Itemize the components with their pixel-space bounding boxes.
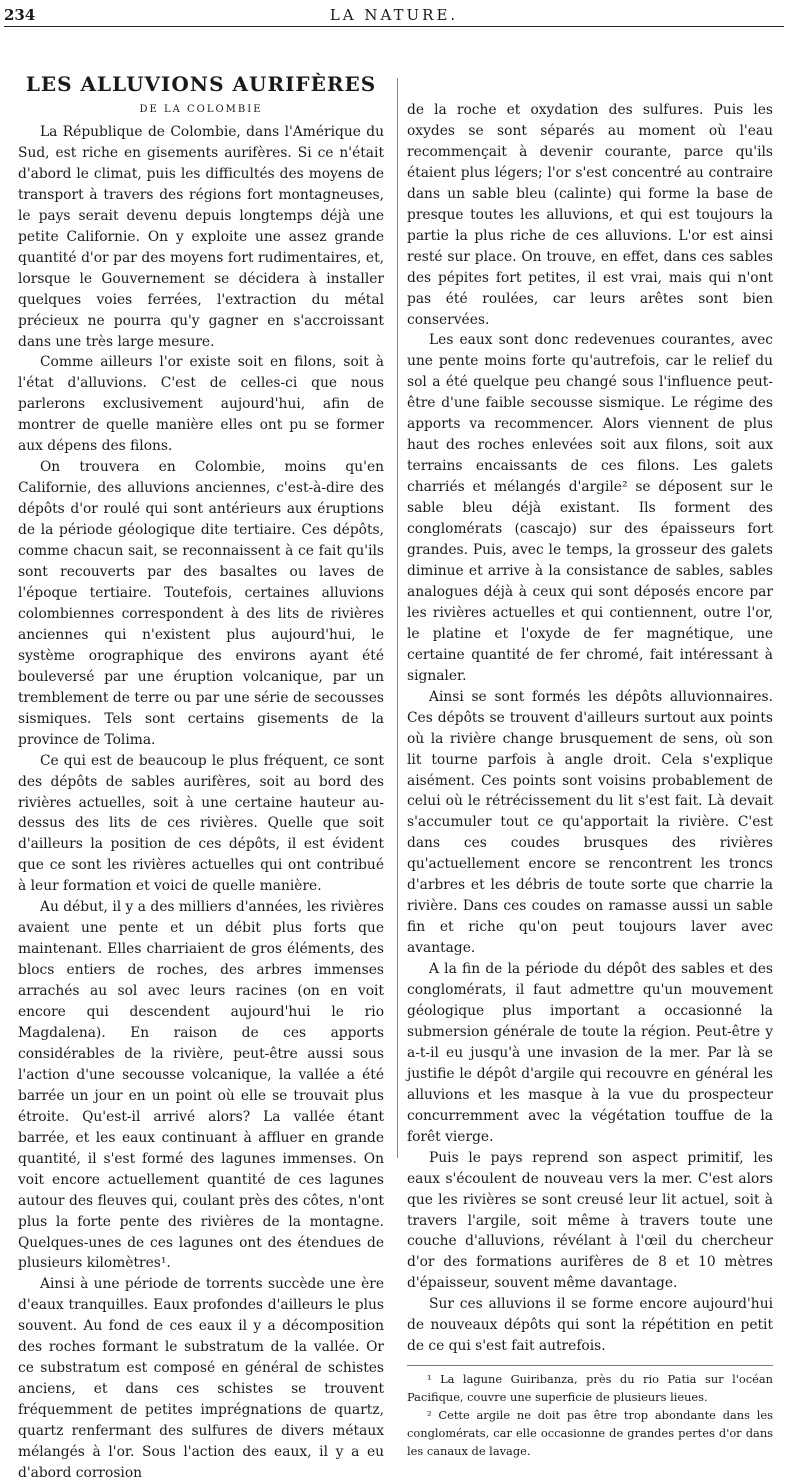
column-divider xyxy=(397,78,398,1158)
footnotes xyxy=(407,1365,773,1460)
footnote: ¹ La lagune Guiribanza, près du rio Patia sur l'océan Pacifique, couvre une superficie de plusieurs lieues. xyxy=(407,1372,773,1405)
paragraph: A la fin de la période du dépôt des sables et des conglomérats, il faut admettre qu'un mouvement géologique plus important a occasionné la submersion générale de toute la région. Peut-être y a-t-il eu jusqu'à une invasion de la mer. Par là se justifie le dépôt d'argile qui recouvre en général les alluvions et les masque à la vue du prospecteur concurremment avec la végétation touffue de la forêt vierge. xyxy=(407,961,773,1145)
paragraph: Les eaux sont donc redevenues courantes, avec une pente moins forte qu'autrefois, car le relief du sol a été quelque peu changé sous l'influence peut-être d'une faible secousse sismique. Le régime des apports va recommencer. Alors viennent de plus haut des roches enlevées soit aux filons, soit aux terrains encaissants de ces filons. Les galets charriés et mélangés d'argile² se déposent sur le sable bleu déjà existant. Ils forment des conglomérats (cascajo) sur des épaisseurs fort grandes. Puis, avec le temps, la grosseur des galets diminue et arrive à la consistance de sables, sables analogues déjà à ceux qui sont déposés encore par les rivières actuelles et qui contiennent, outre l'or, le platine et l'oxyde de fer magnétique, une certaine quantité de fer chromé, fait intéressant à signaler. xyxy=(407,332,773,684)
article-title: LES ALLUVIONS AURIFÈRES xyxy=(25,72,377,96)
paragraph: Sur ces alluvions il se forme encore aujourd'hui de nouveaux dépôts qui sont la répétition en petit de ce qui s'est fait autrefois. xyxy=(407,1296,773,1355)
footnote: ² Cette argile ne doit pas être trop abondante dans les conglomérats, car elle occasionne de grandes pertes d'or dans les canaux de lavage. xyxy=(407,1408,773,1459)
article-subtitle: DE LA COLOMBIE xyxy=(139,104,263,115)
paragraph: Puis le pays reprend son aspect primitif, les eaux s'écoulent de nouveau vers la mer. C'est alors que les rivières se sont creusé leur lit actuel, soit à travers l'argile, soit même à travers toute une couche d'alluvions, révélant à l'œil du chercheur d'or des formations aurifères de 8 et 10 mètres d'épaisseur, souvent même davantage. xyxy=(407,1149,773,1292)
left-column xyxy=(18,122,384,1484)
page-header xyxy=(0,0,788,30)
paragraph: La République de Colombie, dans l'Amérique du Sud, est riche en gisements aurifères. Si ce n'était d'abord le climat, puis les difficultés des moyens de transport à travers des régions fort montagneuses, le pays serait devenu depuis longtemps déjà une petite Californie. On y exploite une assez grande quantité d'or par des moyens fort rudimentaires, et, lorsque le Gouvernement se décidera à installer quelques voies ferrées, l'extraction du métal précieux ne pourra qu'y gagner en s'accroissant dans une très large mesure. xyxy=(18,124,384,350)
running-title: LA NATURE. xyxy=(329,6,459,24)
page-number: 234 xyxy=(4,6,36,24)
header-rule xyxy=(4,26,784,27)
paragraph: On trouvera en Colombie, moins qu'en Californie, des alluvions anciennes, c'est-à-dire des dépôts d'or roulé qui sont antérieurs aux éruptions de la période géologique dite tertiaire. Ces dépôts, comme chacun sait, se reconnaissent à ce fait qu'ils sont recouverts par des basaltes ou laves de l'époque tertiaire. Toutefois, certaines alluvions colombiennes correspondent à des lits de rivières anciennes qui n'existent plus aujourd'hui, le système orographique des environs ayant été bouleversé par une éruption volcanique, par un tremblement de terre ou par une série de secousses sismiques. Tels sont certains gisements de la province de Tolima. xyxy=(18,459,384,748)
paragraph: Comme ailleurs l'or existe soit en filons, soit à l'état d'alluvions. C'est de celles-ci que nous parlerons exclusivement aujourd'hui, afin de montrer de quelle manière elles ont pu se former aux dépens des filons. xyxy=(18,354,384,455)
paragraph: Au début, il y a des milliers d'années, les rivières avaient une pente et un débit plus forts que maintenant. Elles charriaient de gros éléments, des blocs entiers de roches, des arbres immenses arrachés au sol avec leurs racines (on en voit encore qui descendent aujourd'hui le rio Magdalena). En raison de ces apports considérables de la rivière, peut-être aussi sous l'action d'une secousse volcanique, la vallée a été barrée un jour en un point où elle se trouvait plus étroite. Qu'est-il arrivé alors? La vallée étant barrée, et les eaux continuant à affluer en grande quantité, il s'est formé des lagunes immenses. On voit encore actuellement quantité de ces lagunes autour des fleuves qui, coulant près des côtes, n'ont plus la forte pente des rivières de la montagne. Quelques-unes de ces lagunes ont des étendues de plusieurs kilomètres¹. xyxy=(18,899,384,1272)
paragraph: de la roche et oxydation des sulfures. Puis les oxydes se sont séparés au moment où l'eau recommençait à devenir courante, parce qu'ils étaient plus légers; l'or s'est concentré au contraire dans un sable bleu (calinte) qui forme la base de presque toutes les alluvions, et qui est toujours la partie la plus riche de ces alluvions. L'or est ainsi resté sur place. On trouve, en effet, dans ces sables des pépites fort petites, il est vrai, mais qui n'ont pas été roulées, car leurs arêtes sont bien conservées. xyxy=(407,102,773,328)
paragraph: Ce qui est de beaucoup le plus fréquent, ce sont des dépôts de sables aurifères, soit au bord des rivières actuelles, soit à une certaine hauteur au-dessus des lits de ces rivières. Quelle que soit d'ailleurs la position de ces dépôts, il est évident que ce sont les rivières actuelles qui ont contribué à leur formation et voici de quelle manière. xyxy=(18,752,384,895)
paragraph: Ainsi se sont formés les dépôts alluvionnaires. Ces dépôts se trouvent d'ailleurs surtout aux points où la rivière change brusquement de sens, où son lit tourne parfois à angle droit. Cela s'explique aisément. Ces points sont voisins probablement de celui où le rétrécissement du lit s'est fait. Là devait s'accumuler tout ce qu'apportait la rivière. C'est dans ces coudes brusques des rivières qu'actuellement encore se rencontrent les troncs d'arbres et les débris de toute sorte que charrie la rivière. Dans ces coudes on ramasse aussi un sable fin et riche qu'on peut toujours laver avec avantage. xyxy=(407,688,773,957)
paragraph: Ainsi à une période de torrents succède une ère d'eaux tranquilles. Eaux profondes d'ailleurs le plus souvent. Au fond de ces eaux il y a décomposition des roches formant le substratum de la vallée. Or ce substratum est composé en général de schistes anciens, et dans ces schistes se trouvent fréquemment de petites imprégnations de quartz, quartz renfermant des sulfures de divers métaux mélangés à l'or. Sous l'action des eaux, il y a eu d'abord corrosion xyxy=(18,1276,384,1481)
right-column xyxy=(407,100,773,1460)
